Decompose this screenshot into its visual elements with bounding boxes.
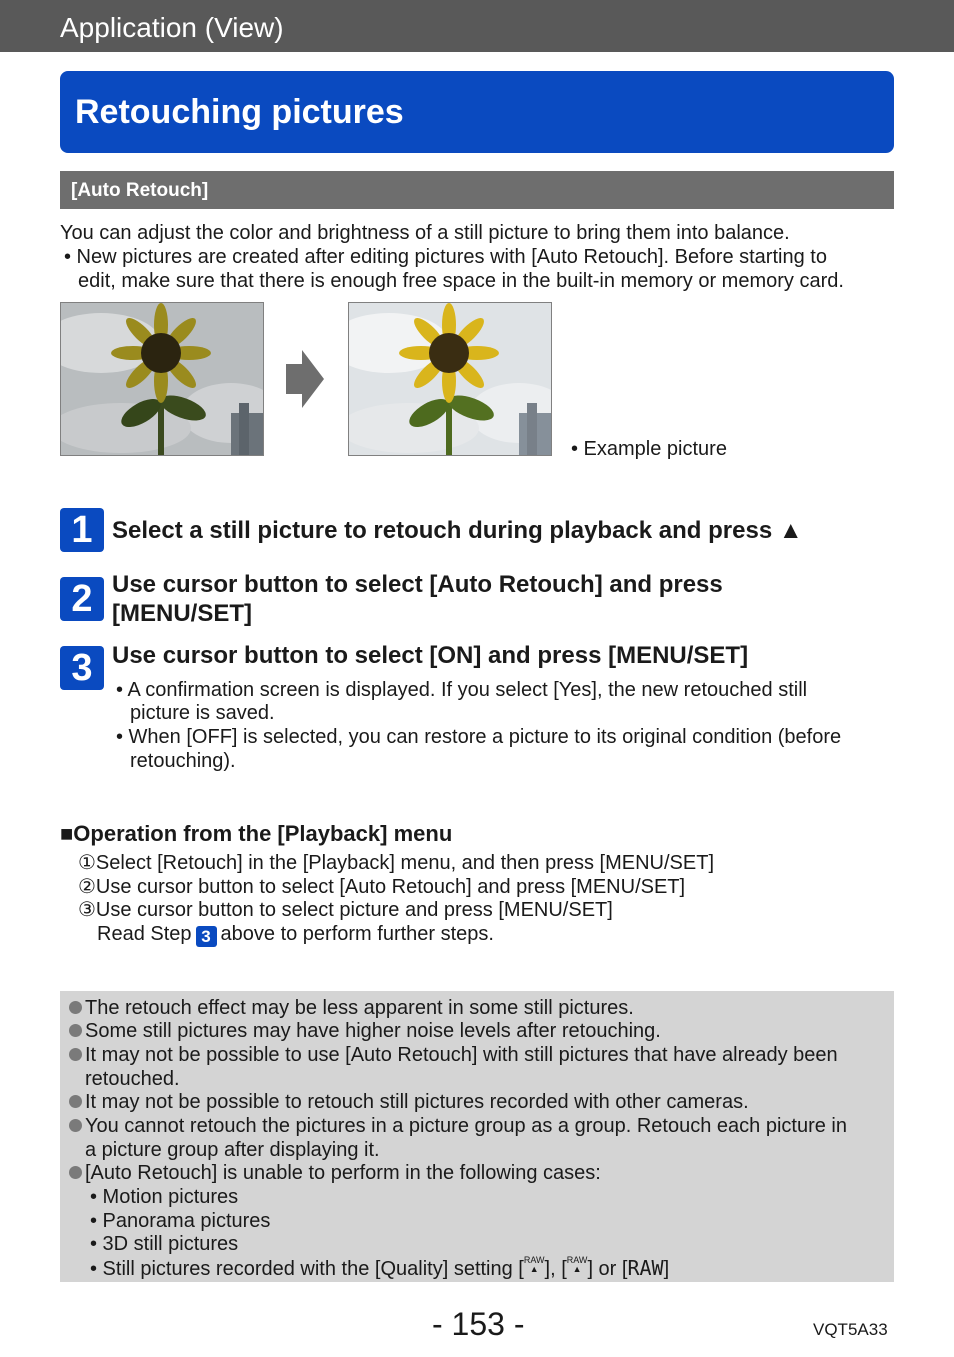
page-number: - 153 - [432,1306,525,1342]
after-example-image [348,302,552,456]
operation-item-1: ①Select [Retouch] in the [Playback] menu, and then press [MENU/SET] [78,852,715,874]
step-3-badge: 3 [60,646,104,690]
bullet-dot-icon [69,1119,82,1132]
operation-item-2: ②Use cursor button to select [Auto Retouch] and press [MENU/SET] [78,876,686,898]
section-label: [Auto Retouch] [71,180,209,201]
page-title-box [60,71,894,153]
read-step-badge: 3 [196,926,217,947]
bullet-dot-icon [69,1048,82,1061]
step-3-bullet-2-line2: retouching). [130,750,236,772]
example-caption: • Example picture [571,438,727,460]
bullet-dot-icon [69,1001,82,1014]
operation-read-step [97,922,494,947]
step-1-badge: 1 [60,508,104,552]
intro-text: You can adjust the color and brightness of a still picture to bring them into balance. [60,222,790,244]
case-item-2: • Panorama pictures [90,1210,271,1232]
bullet-dot-icon [69,1095,82,1108]
step-3-bullet-1-line1: • A confirmation screen is displayed. If you select [Yes], the new retouched still [116,679,808,701]
bullet-dot-icon [69,1166,82,1179]
step-2-text-line2: [MENU/SET] [112,600,252,627]
operation-heading: ■Operation from the [Playback] menu [60,821,453,846]
bullet-dot-icon [69,1024,82,1037]
intro-bullet-line1: • New pictures are created after editing pictures with [Auto Retouch]. Before starting to [64,246,827,268]
step-3-text: Use cursor button to select [ON] and press [MENU/SET] [112,642,749,669]
case-item-4: • Still pictures recorded with the [Quality] setting [RAW ▲ ], [RAW ▲ ] or [RAW] [90,1255,670,1280]
section-bar [60,171,894,209]
read-step-prefix: Read Step [97,923,192,945]
arrow-right-icon [284,348,326,410]
step-3-bullet-1-line2: picture is saved. [130,702,275,724]
case-item-3: • 3D still pictures [90,1233,239,1255]
raw-quality-icon: RAW ▲ [566,1255,588,1274]
raw-quality-label: RAW [627,1256,664,1280]
step-1-text: Select a still picture to retouch during playback and press ▲ [112,517,803,544]
step-2-text-line1: Use cursor button to select [Auto Retouch] and press [112,571,723,598]
note-item-5-cont: a picture group after displaying it. [85,1139,380,1161]
case-item-1: • Motion pictures [90,1186,239,1208]
top-header-bar [0,0,954,52]
intro-bullet-line2: edit, make sure that there is enough free space in the built-in memory or memory card. [78,270,844,292]
raw-quality-icon: RAW ▲ [523,1255,545,1274]
before-example-image [60,302,264,456]
model-code: VQT5A33 [813,1320,888,1339]
step-3-bullet-2-line1: • When [OFF] is selected, you can restore a picture to its original condition (before [116,726,842,748]
read-step-suffix: above to perform further steps. [220,923,494,945]
note-item-3-cont: retouched. [85,1068,180,1090]
header-section-title: Application (View) [60,12,284,43]
step-2-badge: 2 [60,577,104,621]
notes-box: The retouch effect may be less apparent in some still pictures. Some still pictures may have higher noise levels after retouching. It may not be possible to use [Auto Retouch] with still pictures that have already been retouched. It may not be possible to retouch still pictures recorded with other cameras. You cannot retouch the pictures in a picture group as a group. Retouch each picture in a picture group after displaying it. [Auto Retouch] is unable to perform in the following cases: • Motion pictures • Panorama pictures • 3D still pictures • Still pictures recorded with the [Quality] setting [RAW ▲ ], [RAW ▲ ] or [RAW] [60,991,894,1282]
page-title: Retouching pictures [75,93,404,131]
operation-item-3: ③Use cursor button to select picture and press [MENU/SET] [78,899,613,921]
